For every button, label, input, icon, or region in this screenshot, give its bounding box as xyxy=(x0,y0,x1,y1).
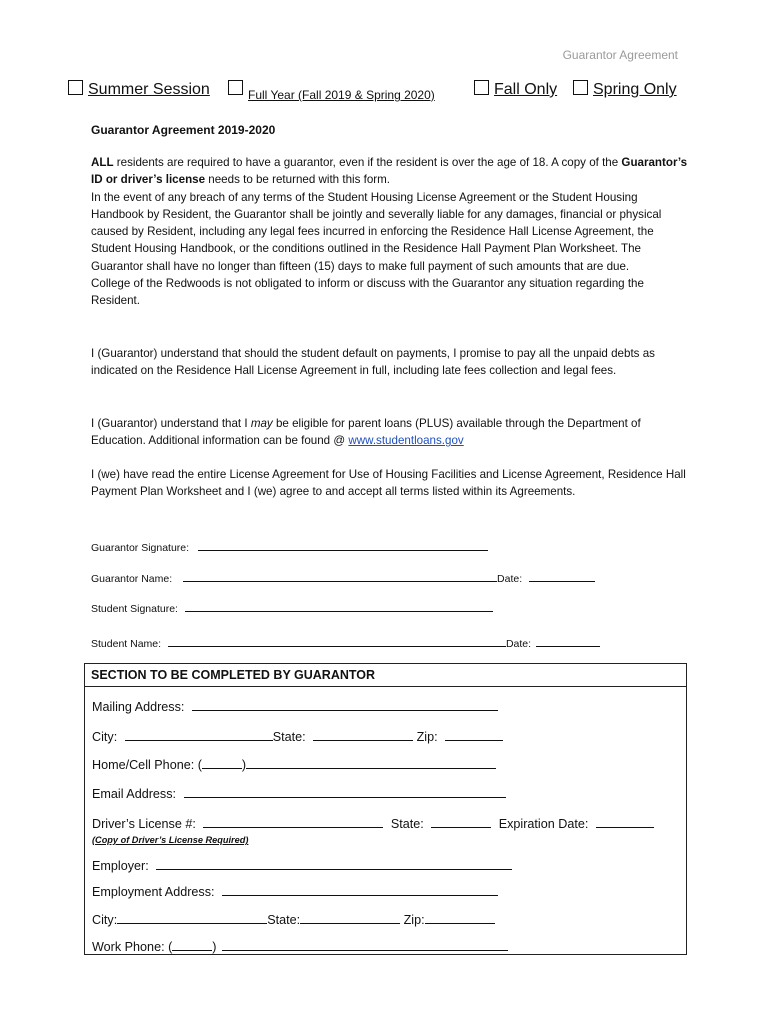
email-label: Email Address: xyxy=(92,787,176,801)
text: be eligible for parent loans (PLUS) available through the Department of Education. Additional information can be found @ xyxy=(91,417,641,448)
guarantor-signature-label: Guarantor Signature: xyxy=(91,542,190,554)
date-label: Date: xyxy=(497,573,523,585)
work-phone-field[interactable] xyxy=(222,938,508,951)
employment-address-label: Employment Address: xyxy=(92,885,215,899)
option-fall-only[interactable] xyxy=(474,80,557,98)
student-name-label: Student Name: xyxy=(91,638,162,650)
city-label: City: xyxy=(92,730,118,744)
city-field[interactable] xyxy=(125,728,273,741)
spring-only-label: Spring Only xyxy=(593,81,677,98)
option-full-year[interactable] xyxy=(228,80,435,101)
employment-state-field[interactable] xyxy=(300,911,400,924)
student-name-field[interactable] xyxy=(168,636,506,647)
drivers-license-row xyxy=(92,815,654,831)
email-field[interactable] xyxy=(184,785,506,798)
guarantor-signature-row xyxy=(91,540,488,554)
italic-may: may xyxy=(250,417,273,430)
license-copy-note: (Copy of Driver’s License Required) xyxy=(92,835,249,845)
option-summer-session[interactable] xyxy=(68,80,210,98)
bold-id: Guarantor’s ID or driver’s license xyxy=(91,156,688,187)
employment-zip-field[interactable] xyxy=(425,911,495,924)
full-year-label: Full Year (Fall 2019 & Spring 2020) xyxy=(248,88,435,102)
expiration-date-label: Expiration Date: xyxy=(498,817,589,831)
zip-field[interactable] xyxy=(445,728,503,741)
employment-address-row xyxy=(92,883,498,899)
guarantor-name-row xyxy=(91,571,595,585)
paragraph-default: I (Guarantor) understand that should the student default on payments, I promise to pay all the unpaid debts as indicated on the Residence Hall License Agreement in full, including late fees collection and legal fees. xyxy=(91,347,655,378)
summer-session-label: Summer Session xyxy=(88,81,210,98)
option-spring-only[interactable] xyxy=(573,80,677,98)
city-state-zip-row xyxy=(92,728,503,744)
studentloans-link[interactable]: www.studentloans.gov xyxy=(348,434,464,448)
bold-all: ALL xyxy=(91,156,114,169)
guarantor-name-label: Guarantor Name: xyxy=(91,573,173,585)
employment-city-label: City: xyxy=(92,913,118,927)
header-title: Guarantor Agreement xyxy=(562,48,678,62)
state-field[interactable] xyxy=(313,728,413,741)
paren-close: ) xyxy=(212,940,217,954)
home-phone-area-field[interactable] xyxy=(202,756,242,769)
zip-label: Zip: xyxy=(416,730,438,744)
employment-address-field[interactable] xyxy=(222,883,498,896)
mailing-address-row xyxy=(92,698,498,714)
license-state-field[interactable] xyxy=(431,815,491,828)
checkbox-spring[interactable] xyxy=(573,80,588,95)
paragraph-acceptance: I (we) have read the entire License Agreement for Use of Housing Facilities and License Agreement, Residence Hall Payment Plan Worksheet and I (we) agree to and accept all terms listed within its Agreements. xyxy=(91,468,686,499)
employment-zip-label: Zip: xyxy=(403,913,425,927)
work-phone-row xyxy=(92,938,508,954)
employment-city-field[interactable] xyxy=(117,911,267,924)
student-signature-field[interactable] xyxy=(185,601,493,612)
mailing-address-label: Mailing Address: xyxy=(92,700,185,714)
work-phone-label: Work Phone: ( xyxy=(92,940,173,954)
license-state-label: State: xyxy=(390,817,424,831)
paragraph-breach: In the event of any breach of any terms of the Student Housing License Agreement or the Student Housing Handbook by Resident, the Guarantor shall be jointly and severally liable for any damages, financial or physical caused by Resident, including any legal fees incurred in enforcing the Residence Hall License Agreement, the Student Housing Handbook, or the conditions outlined in the Residence Hall Payment Plan Worksheet. The Guarantor shall have no longer than fifteen (15) days to make full payment of such amounts that are due. xyxy=(91,190,662,273)
guarantor-date-field[interactable] xyxy=(529,571,595,582)
state-label: State: xyxy=(272,730,306,744)
student-name-row xyxy=(91,636,600,650)
agreement-body xyxy=(91,154,691,310)
employer-row xyxy=(92,857,512,873)
paragraph-college: College of the Redwoods is not obligated to inform or discuss with the Guarantor any situation regarding the Resident. xyxy=(91,277,644,308)
mailing-address-field[interactable] xyxy=(192,698,498,711)
home-phone-field[interactable] xyxy=(246,756,496,769)
email-row xyxy=(92,785,506,801)
agreement-title: Guarantor Agreement 2019-2020 xyxy=(91,123,276,137)
paragraph-requirement xyxy=(91,154,691,189)
employer-field[interactable] xyxy=(156,857,512,870)
text: I (Guarantor) understand that I xyxy=(91,417,251,430)
student-signature-label: Student Signature: xyxy=(91,603,178,615)
home-phone-label: Home/Cell Phone: ( xyxy=(92,758,202,772)
home-phone-row xyxy=(92,756,496,772)
paragraph-loans xyxy=(91,415,691,450)
guarantor-name-field[interactable] xyxy=(183,571,497,582)
employer-label: Employer: xyxy=(92,859,149,873)
date-label: Date: xyxy=(505,638,532,650)
fall-only-label: Fall Only xyxy=(494,81,558,98)
session-options xyxy=(68,80,688,106)
drivers-license-label: Driver’s License #: xyxy=(92,817,196,831)
employment-city-row xyxy=(92,911,495,927)
drivers-license-field[interactable] xyxy=(203,815,383,828)
guarantor-signature-field[interactable] xyxy=(198,540,488,551)
text: needs to be returned with this form. xyxy=(205,173,391,187)
checkbox-summer[interactable] xyxy=(68,80,83,95)
work-phone-area-field[interactable] xyxy=(172,938,212,951)
employment-state-label: State: xyxy=(267,913,301,927)
paren-close: ) xyxy=(241,758,247,772)
expiration-date-field[interactable] xyxy=(596,815,654,828)
text: residents are required to have a guarantor, even if the resident is over the age of 18. A copy of the xyxy=(113,156,622,169)
guarantor-section xyxy=(84,663,687,955)
checkbox-full-year[interactable] xyxy=(228,80,243,95)
student-date-field[interactable] xyxy=(536,636,600,647)
student-signature-row xyxy=(91,601,493,615)
checkbox-fall[interactable] xyxy=(474,80,489,95)
section-title: SECTION TO BE COMPLETED BY GUARANTOR xyxy=(85,664,686,687)
